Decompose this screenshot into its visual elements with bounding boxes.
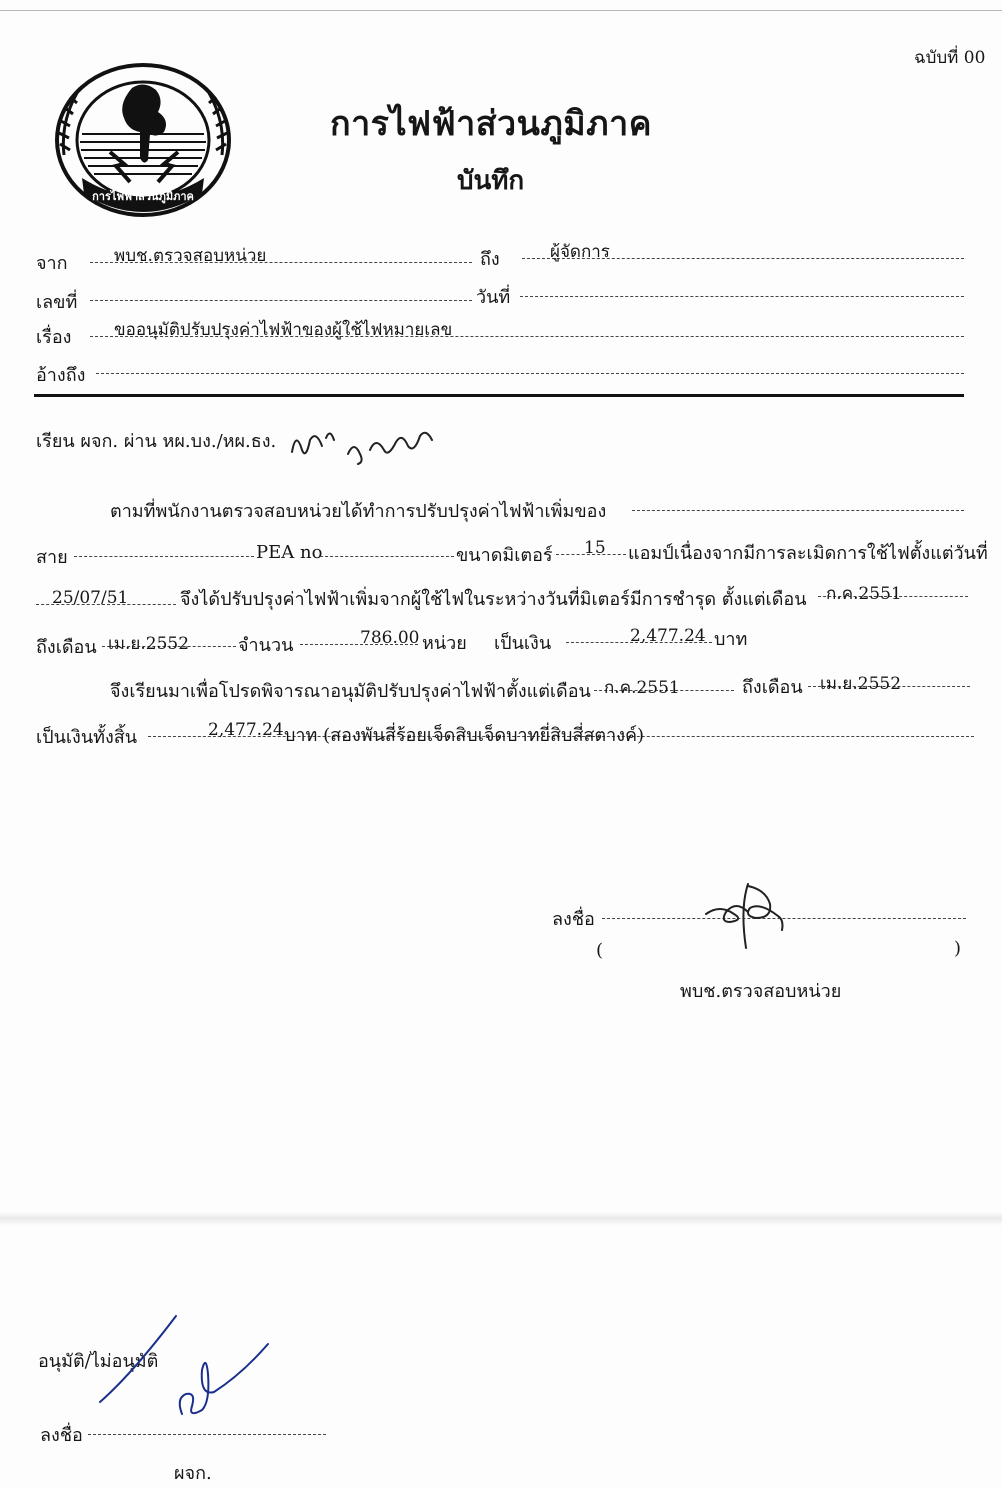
line5-to-label: ถึงเดือน	[742, 677, 803, 698]
approver-sign-label: ลงชื่อ	[40, 1425, 83, 1446]
approver-position: ผจก.	[174, 1463, 212, 1484]
units-label: จำนวน	[238, 635, 294, 656]
total-label: เป็นเงินทั้งสิ้น	[36, 727, 138, 748]
sai-fill	[74, 556, 254, 557]
document-title: การไฟฟ้าส่วนภูมิภาค	[330, 104, 652, 144]
meter-size-value: 15	[584, 538, 606, 558]
violation-text: แอมป์เนื่องจากมีการละเมิดการใช้ไฟตั้งแต่วันที่	[628, 543, 988, 564]
line5-from-month: ก.ค.2551	[604, 678, 680, 698]
to-month-label: ถึงเดือน	[36, 637, 97, 658]
meter-size-label: ขนาดมิเตอร์	[456, 545, 553, 566]
number-label: เลขที่	[36, 292, 78, 313]
number-line	[90, 300, 472, 301]
total-amount: 2,477.24	[208, 720, 284, 740]
top-edge-line	[0, 10, 1002, 11]
body-line-1: ตามที่พนักงานตรวจสอบหน่วยได้ทำการปรับปรุงค่าไฟฟ้าเพิ่มของ	[110, 501, 607, 522]
sender-position: พบช.ตรวจสอบหน่วย	[680, 981, 842, 1002]
total-words: บาท (สองพันสี่ร้อยเจ็ดสิบเจ็ดบาทยี่สิบสี่สตางค์)	[284, 725, 645, 746]
reference-line	[96, 373, 964, 374]
date-line	[520, 296, 964, 297]
paper-fold	[0, 1212, 1002, 1226]
units-suffix: หน่วย	[422, 633, 467, 654]
handwritten-note	[288, 410, 448, 470]
from-label: จาก	[36, 253, 68, 274]
to-value: ผู้จัดการ	[550, 242, 610, 262]
body-line-1-fill	[632, 510, 964, 511]
to-label: ถึง	[480, 249, 500, 270]
violation-date-value: 25/07/51	[52, 588, 129, 608]
reference-label: อ้างถึง	[36, 365, 86, 386]
body-line-5: จึงเรียนมาเพื่อโปรดพิจารณาอนุมัติปรับปรุงค่าไฟฟ้าตั้งแต่เดือน	[110, 681, 591, 702]
amount-label: เป็นเงิน	[494, 633, 552, 654]
approver-signature	[92, 1310, 282, 1430]
pea-seal-logo	[52, 60, 234, 220]
line5-to-month: เม.ย.2552	[820, 674, 902, 694]
line-label-sai: สาย	[36, 547, 68, 568]
header-separator-rule	[34, 394, 964, 397]
name-paren-close: )	[954, 938, 962, 959]
name-paren-open: (	[596, 940, 604, 961]
date-label: วันที่	[476, 287, 511, 308]
copy-number: ฉบับที่ 00	[914, 48, 986, 68]
body-line-3: จึงได้ปรับปรุงค่าไฟฟ้าเพิ่มจากผู้ใช้ไฟในระหว่างวันที่มิเตอร์มีการชำรุด ตั้งแต่เดือน	[180, 589, 807, 610]
approver-sign-line	[88, 1434, 326, 1435]
sign-label: ลงชื่อ	[552, 909, 595, 930]
units-value: 786.00	[360, 628, 420, 648]
from-month-value: ก.ค.2551	[826, 584, 902, 604]
to-month-value: เม.ย.2552	[108, 634, 190, 654]
subject-label: เรื่อง	[36, 327, 72, 348]
approve-label: อนุมัติ/ไม่อนุมัติ	[38, 1351, 159, 1372]
pea-no-fill	[320, 556, 454, 557]
document-subtitle: บันทึก	[457, 166, 525, 196]
amount-currency: บาท	[714, 629, 748, 650]
seal-banner-text: การไฟฟ้าส่วนภูมิภาค	[92, 190, 194, 203]
pea-no-label: PEA no	[256, 542, 323, 563]
from-value: พบช.ตรวจสอบหน่วย	[114, 246, 267, 266]
subject-value: ขออนุมัติปรับปรุงค่าไฟฟ้าของผู้ใช้ไฟหมายเลข	[114, 320, 453, 340]
amount-value: 2,477.24	[630, 626, 706, 646]
sender-signature	[700, 878, 810, 954]
addressee-line: เรียน ผจก. ผ่าน หผ.บง./หผ.ธง.	[36, 431, 277, 452]
